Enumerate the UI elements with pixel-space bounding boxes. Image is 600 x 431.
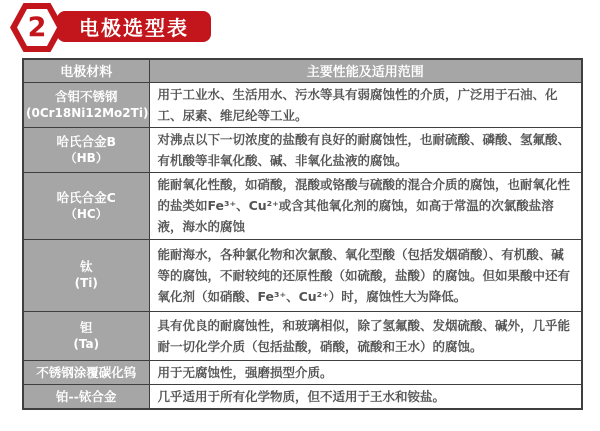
description-cell: 用于无腐蚀性，强磨损型介质。: [149, 360, 582, 384]
material-cell: [23, 239, 149, 311]
table-row: [23, 127, 582, 172]
page-header: [0, 0, 600, 58]
description-cell: 能耐氧化性酸，如硝酸，混酸或铬酸与硫酸的混合介质的腐蚀，也耐氧化性的盐类如Fe³⁺、Cu²⁺或含其他氧化剂的腐蚀，如高于常温的次氯酸盐溶液，海水的腐蚀: [149, 172, 582, 239]
description-cell: 几乎适用于所有化学物质，但不适用于王水和铵盐。: [149, 384, 582, 409]
table-row: [23, 172, 582, 239]
table-row: [23, 360, 582, 384]
material-name: 哈氏合金C: [56, 189, 116, 205]
column-header-performance: 主要性能及适用范围: [149, 59, 582, 82]
material-cell: [23, 82, 149, 127]
description-cell: 能耐海水，各种氯化物和次氯酸、氧化型酸（包括发烟硝酸）、有机酸、碱等的腐蚀，不耐较纯的还原性酸（如硫酸，盐酸）的腐蚀。但如果酸中还有氧化剂（如硝酸、Fe³⁺、Cu²⁺）时，腐蚀性大为降低。: [149, 239, 582, 311]
material-cell: [23, 127, 149, 172]
material-cell: [23, 360, 149, 384]
material-name: 钽: [79, 319, 93, 335]
section-number-badge: [10, 3, 64, 52]
material-code: (Ti): [74, 276, 98, 290]
material-name: 哈氏合金B: [56, 133, 117, 149]
table-row: [23, 384, 582, 409]
description-cell: 具有优良的耐腐蚀性，和玻璃相似，除了氢氟酸、发烟硫酸、碱外，几乎能耐一切化学介质（包括盐酸，硝酸，硫酸和王水）的腐蚀。: [149, 311, 582, 360]
description-cell: 用于工业水、生活用水、污水等具有弱腐蚀性的介质，广泛用于石油、化工、尿素、维尼纶等工业。: [149, 82, 582, 127]
description-cell: 对沸点以下一切浓度的盐酸有良好的耐腐蚀性，也耐硫酸、磷酸、氢氟酸、有机酸等非氧化酸、碱、非氧化盐液的腐蚀。: [149, 127, 582, 172]
material-code: (Ta): [73, 336, 100, 351]
material-cell: [23, 384, 149, 409]
title-banner: [57, 11, 211, 42]
material-code: (0Cr18Ni12Mo2Ti): [26, 105, 149, 120]
table-row: [23, 82, 582, 127]
page-title: 电极选型表: [79, 16, 189, 40]
material-name: 不锈钢涂覆碳化钨: [36, 364, 137, 380]
table-header-row: [23, 59, 582, 82]
material-code: （HB）: [64, 150, 108, 165]
material-cell: [23, 311, 149, 360]
material-name: 含钼不锈钢: [54, 88, 118, 104]
badge-number: 2: [27, 12, 47, 43]
electrode-selection-table: [22, 58, 583, 410]
material-name: 铂--铱合金: [56, 388, 117, 404]
column-header-material: 电极材料: [23, 59, 149, 82]
material-cell: [23, 172, 149, 239]
table-row: [23, 239, 582, 311]
material-code: （HC）: [64, 206, 108, 221]
material-name: 钛: [79, 259, 93, 274]
table-row: [23, 311, 582, 360]
